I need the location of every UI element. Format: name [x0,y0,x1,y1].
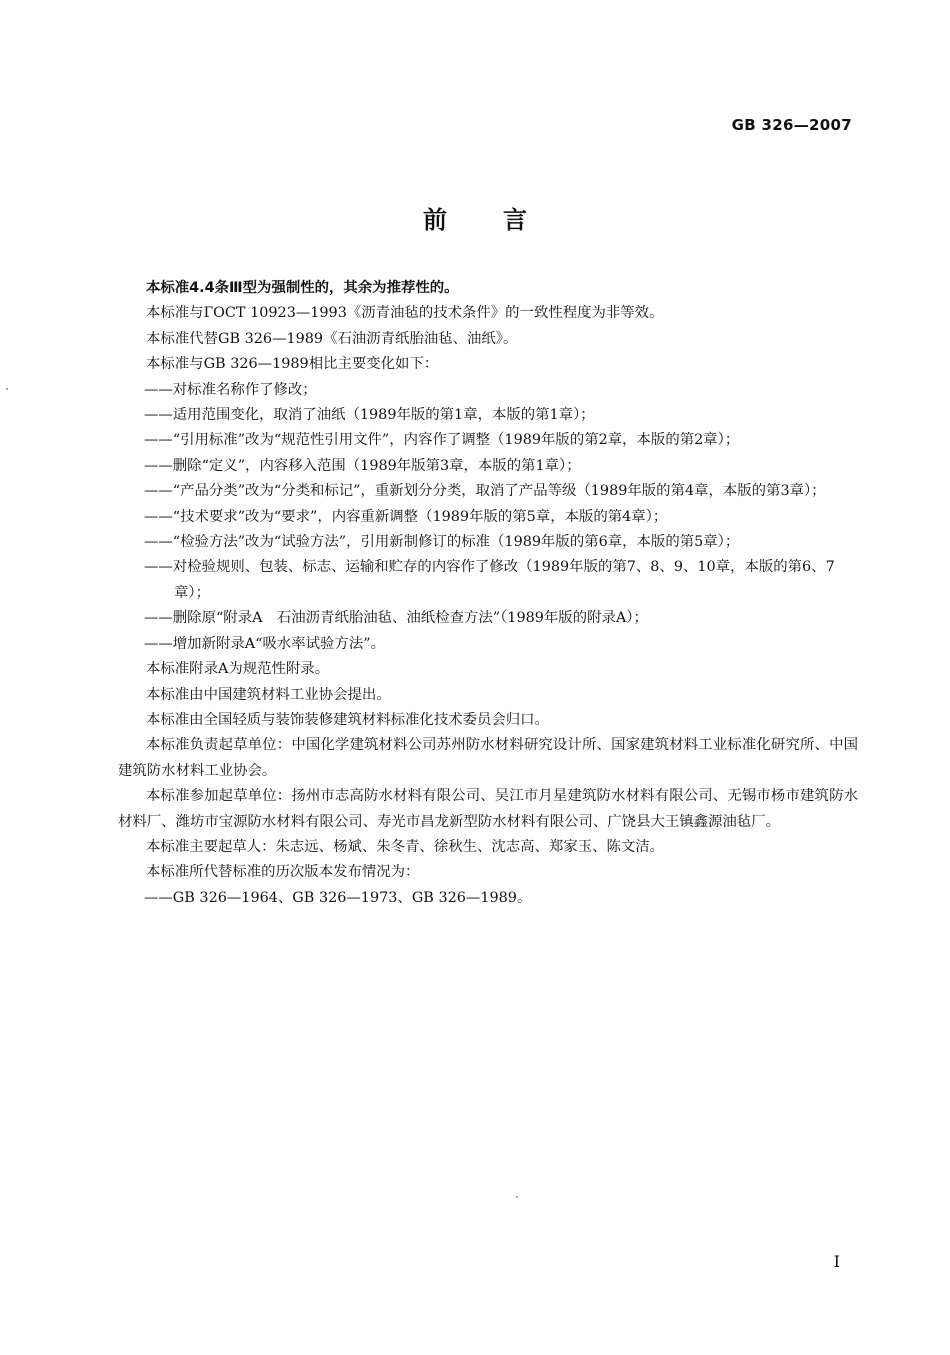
foreword-body [118,276,858,911]
page-title: 前言 [423,206,583,234]
lead-drafting-units: 本标准负责起草单位：中国化学建筑材料公司苏州防水材料研究设计所、国家建筑材料工业标准化研究所、中国建筑防水材料工业协会。 [118,737,858,779]
scan-speck [516,1196,518,1198]
list-item: ——适用范围变化，取消了油纸（1989年版的第1章，本版的第1章）； [144,407,595,424]
history-intro: 本标准所代替标准的历次版本发布情况为： [146,864,420,881]
history-item: ——GB 326—1964、GB 326—1973、GB 326—1989。 [144,889,532,906]
list-item: ——“技术要求”改为“要求”，内容重新调整（1989年版的第5章，本版的第4章）； [144,508,668,525]
list-item: ——“引用标准”改为“规范性引用文件”，内容作了调整（1989年版的第2章，本版的第2章）； [144,432,740,449]
annex-statement: 本标准附录A为规范性附录。 [146,661,330,678]
list-item: ——删除原“附录A 石油沥青纸胎油毡、油纸检查方法”（1989年版的附录A）； [144,610,648,627]
participating-drafting-units: 本标准参加起草单位：扬州市志高防水材料有限公司、吴江市月星建筑防水材料有限公司、无锡市杨市建筑防水材料厂、潍坊市宝源防水材料有限公司、寿光市昌龙新型防水材料有限公司、广饶县大王镇鑫源油毡厂。 [118,788,858,830]
list-item: ——“检验方法”改为“试验方法”，引用新制修订的标准（1989年版的第6章，本版的第5章）； [144,534,740,551]
changes-intro: 本标准与GB 326—1989相比主要变化如下： [146,356,439,373]
list-item: ——删除“定义”，内容移入范围（1989年版第3章，本版的第1章）； [144,457,581,474]
list-item: ——增加新附录A“吸水率试验方法”。 [144,635,385,652]
main-drafters: 本标准主要起草人：朱志远、杨斌、朱冬青、徐秋生、沈志高、郑家玉、陈文洁。 [146,838,665,855]
list-item: ——对检验规则、包装、标志、运输和贮存的内容作了修改（1989年版的第7、8、9、10章，本版的第6、7章）； [144,559,835,601]
standard-code: GB 326—2007 [731,116,852,134]
changes-list [118,378,858,657]
committee-statement: 本标准由全国轻质与装饰装修建筑材料标准化技术委员会归口。 [146,711,549,728]
mandatory-statement: 本标准4.4条Ⅲ型为强制性的，其余为推荐性的。 [146,280,459,296]
list-item: ——对标准名称作了修改； [144,381,317,398]
replacement-statement: 本标准代替GB 326—1989《石油沥青纸胎油毡、油纸》。 [146,330,518,347]
page-number: I [833,1252,840,1271]
scan-speck [6,388,8,390]
consistency-statement: 本标准与ГОСТ 10923—1993《沥青油毡的技术条件》的一致性程度为非等效。 [146,305,664,322]
proposer-statement: 本标准由中国建筑材料工业协会提出。 [146,686,391,703]
list-item: ——“产品分类”改为“分类和标记”，重新划分分类，取消了产品等级（1989年版的第4章，本版的第3章）； [144,483,826,500]
